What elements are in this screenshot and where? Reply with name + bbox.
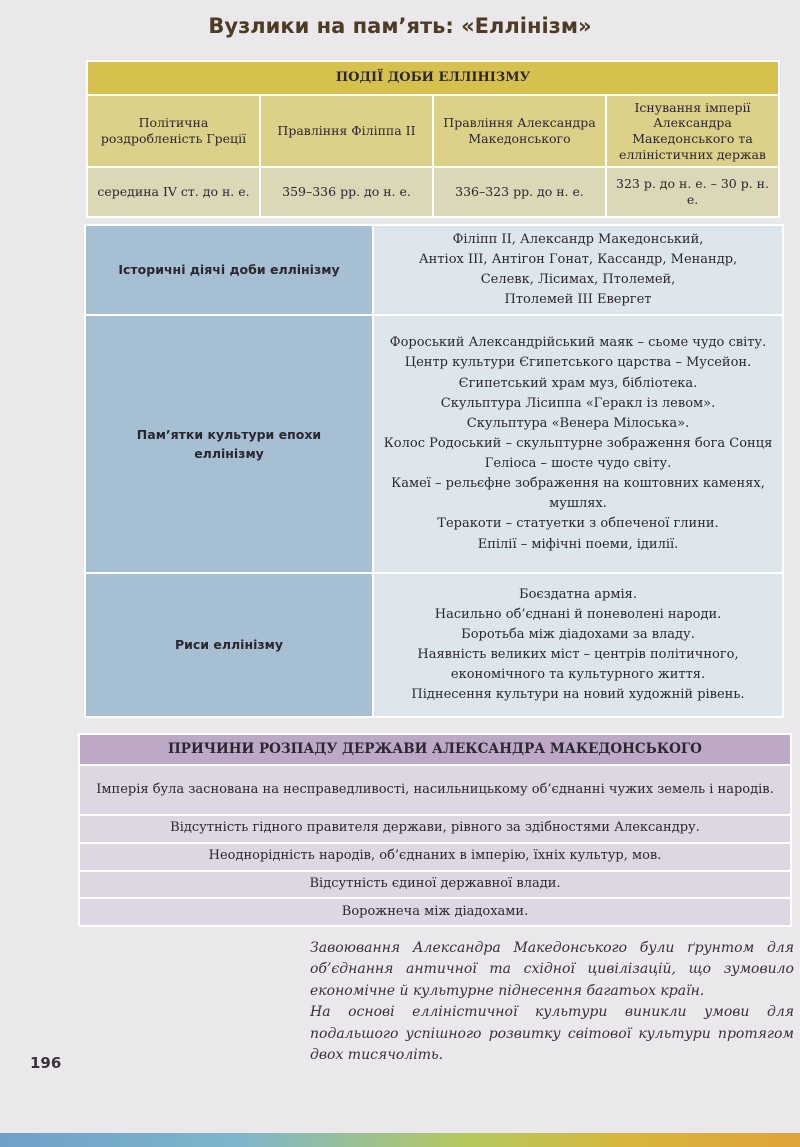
info-line: Антіох ІІІ, Антігон Гонат, Кассандр, Менандр, (418, 251, 738, 267)
events-table (86, 60, 780, 218)
page-title: Вузлики на пам’ять: «Еллінізм» (208, 14, 592, 38)
info-line: Камеї – рельєфне зображення на коштовних каменях, мушлях. (391, 476, 765, 512)
events-table-header: ПОДІЇ ДОБИ ЕЛЛІНІЗМУ (87, 61, 779, 95)
cause-item: Відсутність єдиної державної влади. (79, 871, 791, 899)
cause-item: Ворожнеча між діадохами. (79, 898, 791, 926)
cause-item: Імперія була заснована на несправедливості, насильницькому об’єднанні чужих земель і народів. (79, 765, 791, 815)
conclusion-paragraph: На основі елліністичної культури виникли умови для подальшого успішного розвитку світової культури протягом двох тисячоліть. (310, 1004, 794, 1064)
info-line: Боротьба між діадохами за владу. (461, 626, 695, 642)
color-stripe (0, 1133, 800, 1147)
cause-item: Відсутність гідного правителя держави, рівного за здібностями Александру. (79, 815, 791, 843)
info-line: Птолемей ІІІ Евергет (504, 292, 652, 308)
info-line: Насильно об’єднані й поневолені народи. (434, 606, 722, 622)
cause-item: Неоднорідність народів, об’єднаних в імперію, їхніх культур, мов. (79, 843, 791, 871)
event-date: середина IV ст. до н. е. (87, 167, 260, 217)
event-name: Правління Александра Македонського (433, 95, 606, 167)
causes-table-header: ПРИЧИНИ РОЗПАДУ ДЕРЖАВИ АЛЕКСАНДРА МАКЕДОНСЬКОГО (79, 734, 791, 765)
info-line: Епілії – міфічні поеми, ідилії. (477, 536, 679, 552)
event-name: Існування імперії Александра Македонського та елліністичних держав (606, 95, 779, 167)
info-row-label: Пам’ятки культури епохи еллінізму (85, 315, 373, 573)
info-row-content (373, 225, 783, 315)
info-row-content (373, 573, 783, 717)
conclusion-paragraph: Завоювання Александра Македонського були ґрунтом для об’єднання античної та східної цивілізацій, що зумовило економічне й культурне піднесення багатьох країн. (310, 940, 794, 999)
info-line: Колос Родоський – скульптурне зображення бога Сонця Геліоса – шосте чудо світу. (383, 435, 773, 472)
info-line: Скульптура «Венера Мілоська». (466, 415, 690, 431)
event-date: 323 р. до н. е. – 30 р. н. е. (606, 167, 779, 217)
info-line: Селевк, Лісимах, Птолемей, (480, 272, 676, 287)
event-date: 359–336 рр. до н. е. (260, 167, 433, 217)
info-line: Наявність великих міст – центрів політичного, економічного та культурного життя. (417, 647, 739, 683)
conclusion-text (310, 938, 794, 1066)
info-line: Єгипетський храм муз, бібліотека. (458, 375, 698, 391)
event-date: 336–323 рр. до н. е. (433, 167, 606, 217)
page-number: 196 (30, 1054, 62, 1072)
info-line: Піднесення культури на новий художній рівень. (411, 687, 745, 703)
info-line: Скульптура Лісиппа «Геракл із левом». (440, 395, 716, 411)
info-row-label: Риси еллінізму (85, 573, 373, 717)
causes-table (78, 733, 792, 927)
info-line: Теракоти – статуетки з обпеченої глини. (437, 516, 719, 532)
event-name: Правління Філіппа ІІ (260, 95, 433, 167)
info-line: Центр культури Єгипетського царства – Мусейон. (404, 355, 752, 371)
info-line: Боєздатна армія. (519, 586, 637, 602)
info-row-label: Історичні діячі доби еллінізму (85, 225, 373, 315)
info-line: Філіпп ІІ, Александр Македонський, (452, 231, 704, 247)
event-name: Політична роздробленість Греції (87, 95, 260, 167)
info-line: Фороський Александрійський маяк – сьоме чудо світу. (389, 335, 767, 351)
info-row-content (373, 315, 783, 573)
info-table (84, 224, 784, 718)
